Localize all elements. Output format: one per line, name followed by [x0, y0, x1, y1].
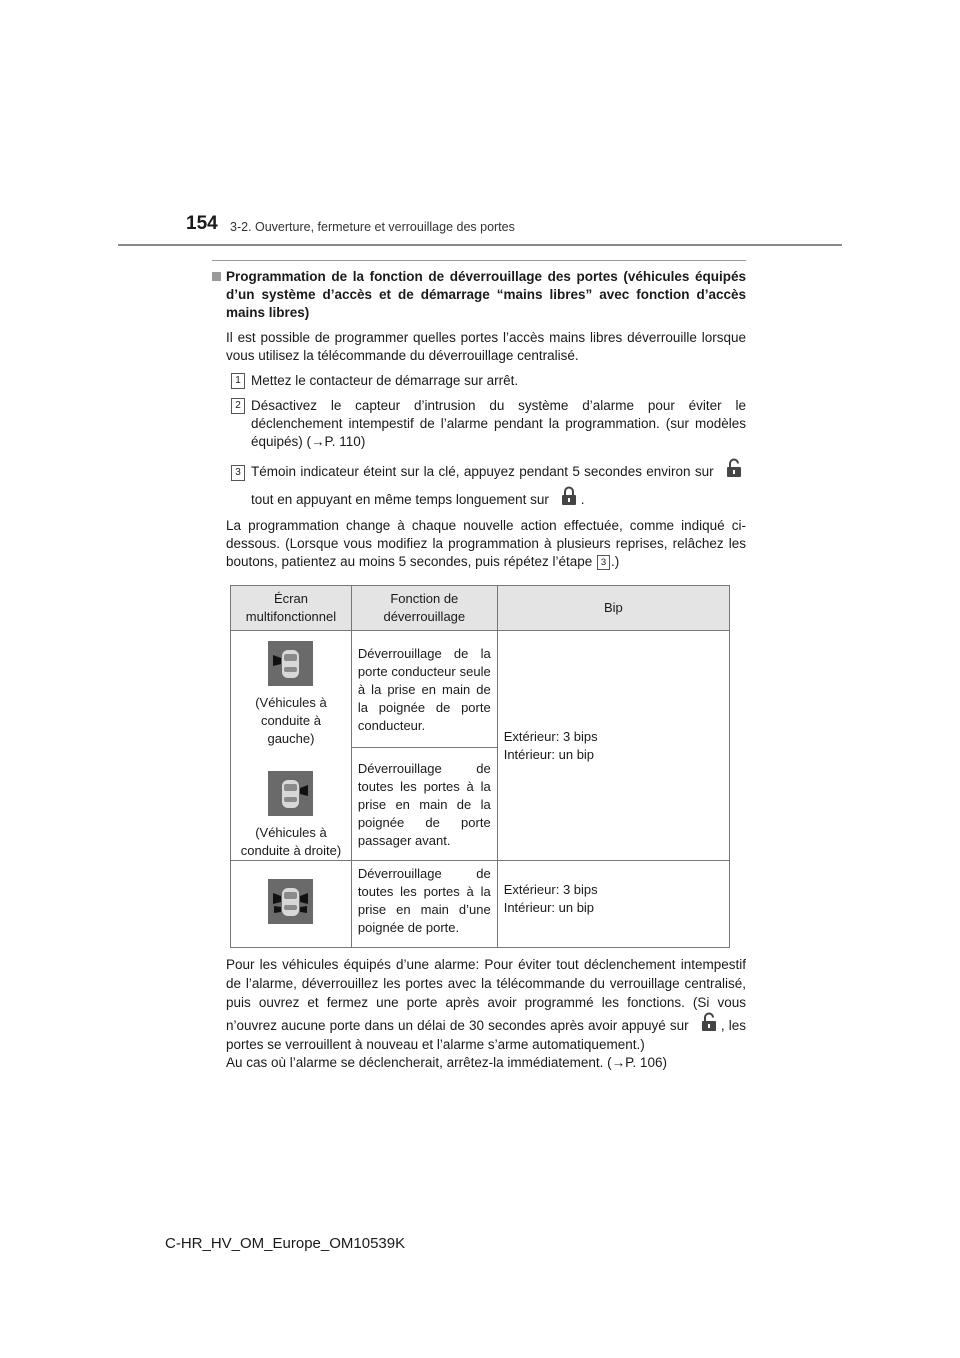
heading-square-icon	[212, 272, 221, 281]
section-heading: Programmation de la fonction de déverrouillage des portes (véhicules équipés d’un système d’accès et de démarrage “mains libres” avec fonction d’accès mains libres)	[212, 268, 746, 322]
table-row	[231, 861, 730, 948]
car-doors-icon	[268, 641, 313, 686]
column-header-screen: Écran multifonctionnel	[231, 586, 352, 631]
table-row	[231, 631, 730, 748]
car-doors-icon	[268, 771, 313, 816]
function-cell: Déverrouillage de la porte conducteur seule à la prise en main de la poignée de porte conducteur.	[351, 631, 497, 748]
header-rule	[118, 244, 842, 246]
lock-icon	[561, 486, 577, 506]
section-rule	[212, 260, 746, 261]
step-number: 2	[231, 398, 245, 414]
screen-cell	[231, 861, 352, 948]
step-3: 3 Témoin indicateur éteint sur la clé, appuyez pendant 5 secondes environ sur tout en appuyant en même temps longuement sur .	[226, 458, 746, 514]
step-ref: 3	[597, 555, 610, 570]
unlock-icon	[701, 1012, 717, 1032]
bip-cell: Extérieur: 3 bips Intérieur: un bip	[497, 631, 729, 861]
screen-cell	[231, 631, 352, 861]
caption-lhd: (Véhicules à conduite à gauche)	[255, 695, 327, 746]
section-title: 3-2. Ouverture, fermeture et verrouillage des portes	[230, 220, 515, 234]
alarm-stop-note: Au cas où l’alarme se déclencherait, arrêtez-la immédiatement. (→P. 106)	[226, 1055, 667, 1070]
table-header-row	[231, 586, 730, 631]
function-cell: Déverrouillage de toutes les portes à la prise en main d’une poignée de porte.	[351, 861, 497, 948]
step-number: 1	[231, 373, 245, 389]
main-content	[212, 268, 746, 1072]
screen-rhd	[237, 771, 345, 860]
step-2: 2 Désactivez le capteur d’intrusion du système d’alarme pour éviter le déclenchement intempestif de l’alarme pendant la programmation. (sur modèles équipés) (→P. 110)	[226, 397, 746, 451]
step-number: 3	[231, 465, 245, 481]
page-number: 154	[186, 213, 218, 234]
bip-cell: Extérieur: 3 bips Intérieur: un bip	[497, 861, 729, 948]
body	[212, 329, 746, 571]
caption-rhd: (Véhicules à conduite à droite)	[240, 825, 342, 858]
car-doors-icon	[268, 879, 313, 924]
document-code: C-HR_HV_OM_Europe_OM10539K	[165, 1235, 406, 1252]
function-cell: Déverrouillage de toutes les portes à la prise en main de la poignée de porte passager avant.	[351, 748, 497, 861]
column-header-bip: Bip	[497, 586, 729, 631]
programming-table	[230, 585, 730, 948]
alarm-note: Pour les véhicules équipés d’une alarme: Pour éviter tout déclenchement intempestif de l’alarme, déverrouillez les portes avec la télécommande du verrouillage centralisé, puis ouvrez et fermez une porte après avoir programmé les fonctions. (Si vous n’ouvrez aucune porte dans un délai de 30 secondes après avoir appuyé sur , les portes se verrouillent à nouveau et l’alarme s’arme automatiquement.) Au cas où l’alarme se déclencherait, arrêtez-la immédiatement. (→P. 106)	[226, 957, 746, 1070]
intro-paragraph: Il est possible de programmer quelles portes l’accès mains libres déverrouille lorsque vous utilisez la télécommande du déverrouillage centralisé.	[226, 330, 746, 363]
screen-lhd	[237, 641, 345, 748]
column-header-function: Fonction de déverrouillage	[351, 586, 497, 631]
unlock-icon	[726, 458, 742, 478]
step-1: 1 Mettez le contacteur de démarrage sur arrêt.	[226, 372, 746, 390]
programming-paragraph: La programmation change à chaque nouvelle action effectuée, comme indiqué ci-dessous. (Lorsque vous modifiez la programmation à plusieurs reprises, relâchez les boutons, patientez au moins 5 secondes, puis répétez l’étape 3 .)	[226, 518, 746, 569]
